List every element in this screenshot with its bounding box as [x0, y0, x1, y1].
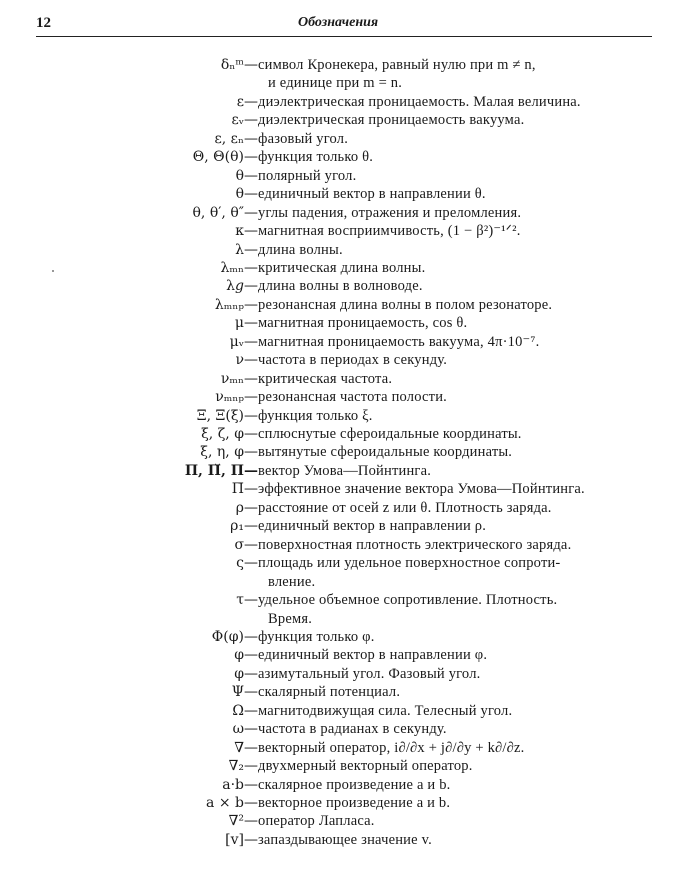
- notation-definition: диэлектрическая проницаемость вакуума.: [258, 112, 525, 129]
- notation-entry: [0, 184, 700, 204]
- notation-entry: [0, 535, 700, 555]
- notation-symbol: δₙᵐ—: [220, 57, 258, 73]
- notation-entry: [0, 682, 700, 702]
- notation-definition: функция только φ.: [258, 628, 375, 645]
- running-title: Обозначения: [298, 15, 379, 30]
- notation-symbol: σ—: [234, 536, 258, 553]
- notation-symbol: λ—: [235, 241, 258, 258]
- notation-symbol: νₘₙ—: [220, 370, 258, 387]
- notation-symbol: μ—: [234, 315, 258, 332]
- notation-entry: [0, 461, 700, 481]
- notation-definition: критическая длина волны.: [258, 259, 426, 276]
- notation-entry: [0, 627, 700, 647]
- notation-definition: вытянутые сфероидальные координаты.: [258, 444, 513, 461]
- notation-symbol: ε, εₙ—: [214, 130, 258, 147]
- notation-entry: [0, 406, 700, 426]
- notation-definition: оператор Лапласа.: [258, 813, 375, 830]
- notation-symbol: Θ, Θ(θ)—: [192, 149, 258, 166]
- notation-definition: длина волны в волноводе.: [258, 278, 423, 295]
- notation-definition: вектор Умова—Пойнтинга.: [258, 462, 432, 479]
- notation-symbol: Φ(φ)—: [211, 628, 258, 645]
- notation-symbol: a × b—: [206, 795, 258, 811]
- notation-entry: [0, 793, 700, 813]
- notation-definition: частота в периодах в секунду.: [258, 352, 448, 369]
- notation-definition: сплюснутые сфероидальные координаты.: [258, 426, 522, 442]
- notation-entry: [0, 240, 700, 260]
- notation-definition: двухмерный векторный оператор.: [258, 758, 473, 775]
- notation-entry: [0, 55, 700, 75]
- notation-definition: запаздывающее значение v.: [258, 831, 432, 848]
- notation-entry: [0, 110, 700, 130]
- notation-symbol: λₘₙ—: [220, 259, 258, 276]
- notation-entry: [0, 92, 700, 112]
- notation-entry: [0, 295, 700, 315]
- notation-entry: [0, 387, 700, 407]
- notation-symbol: κ—: [235, 223, 258, 240]
- notation-definition: векторное произведение a и b.: [258, 795, 451, 811]
- notation-entry: [0, 811, 700, 831]
- notation-definition: поверхностная плотность электрического заряда.: [258, 536, 572, 553]
- notation-continuation: Время.: [268, 610, 313, 627]
- notation-entry: [0, 719, 700, 739]
- notation-entry: [0, 221, 700, 241]
- notation-continuation: и единице при m = n.: [268, 75, 403, 92]
- notation-symbol: ς—: [236, 555, 258, 572]
- notation-definition: длина волны.: [258, 241, 343, 258]
- notation-symbol: ρ—: [235, 499, 258, 516]
- notation-entry: [0, 350, 700, 370]
- notation-symbol: a·b—: [222, 776, 258, 793]
- notation-symbol: λₘₙₚ—: [214, 296, 258, 313]
- notation-definition: магнитная проницаемость вакуума, 4π·10⁻⁷.: [258, 333, 540, 350]
- notation-definition: углы падения, отражения и преломления.: [258, 204, 522, 221]
- notation-symbol: ρ₁—: [230, 518, 258, 535]
- notation-symbol: Π, Π̆, Π—: [184, 462, 258, 479]
- notation-entry: [0, 313, 700, 333]
- notation-entry: [0, 756, 700, 776]
- notation-symbol: ∇₂—: [228, 758, 258, 775]
- notation-entry: [0, 369, 700, 389]
- notation-entry: [0, 203, 700, 223]
- notation-symbol: φ—: [234, 647, 258, 664]
- notation-definition: функция только ξ.: [258, 407, 373, 424]
- notation-entry: [0, 479, 700, 499]
- notation-symbol: Ω—: [232, 702, 258, 719]
- notation-symbol: εᵥ—: [231, 112, 258, 129]
- notation-entry: [0, 516, 700, 536]
- notation-symbol: θ—: [235, 167, 258, 184]
- notation-symbol: ξ, η, φ—: [200, 444, 258, 461]
- notation-symbol: τ—: [236, 592, 258, 609]
- notation-definition: резонансная длина волны в полом резонаторе.: [258, 296, 553, 313]
- notation-entry: [0, 553, 700, 573]
- notation-definition: магнитная проницаемость, cos θ.: [258, 315, 468, 332]
- notation-definition: фазовый угол.: [258, 130, 349, 147]
- notation-definition: частота в радианах в секунду.: [258, 721, 447, 738]
- notation-symbol: ξ, ζ, φ—: [201, 426, 258, 442]
- notation-definition: резонансная частота полости.: [258, 389, 448, 406]
- notation-definition: магнитодвижущая сила. Телесный угол.: [258, 702, 513, 719]
- notation-entry: [0, 738, 700, 758]
- notation-entry: [0, 645, 700, 665]
- notation-definition: магнитная восприимчивость, (1 − β²)⁻¹ᐟ².: [258, 223, 521, 240]
- notation-entry: [0, 830, 700, 850]
- notation-symbol: ε—: [236, 93, 258, 110]
- notation-definition: азимутальный угол. Фазовый угол.: [258, 665, 481, 682]
- notation-definition: критическая частота.: [258, 370, 393, 387]
- page-header: [36, 12, 652, 37]
- notation-symbol: [v]—: [225, 831, 258, 848]
- notation-definition: векторный оператор, i∂/∂x + j∂/∂y + k∂/∂z.: [258, 739, 525, 756]
- notation-definition: площадь или удельное поверхностное сопроти-: [258, 555, 561, 572]
- notation-entry: [0, 701, 700, 721]
- notation-symbol: Π̄—: [231, 481, 258, 498]
- notation-symbol: μᵥ—: [229, 333, 258, 350]
- notation-entry: [0, 424, 700, 444]
- notation-symbol: ω—: [232, 721, 258, 738]
- notation-definition: скалярное произведение a и b.: [258, 776, 451, 793]
- notation-symbol: ∇—: [234, 739, 258, 756]
- notation-symbol: ν—: [235, 352, 258, 369]
- notation-symbol: ∇²—: [228, 813, 258, 830]
- notation-entry: [0, 129, 700, 149]
- notation-entry: [0, 442, 700, 462]
- notation-definition: расстояние от осей z или θ. Плотность заряда.: [258, 499, 552, 516]
- notation-definition: единичный вектор в направлении θ.: [258, 186, 486, 203]
- notation-symbol: νₘₙₚ—: [215, 389, 258, 406]
- notation-entry: [0, 664, 700, 684]
- notation-entry: [0, 590, 700, 610]
- notation-symbol: λ𝑔—: [226, 278, 258, 295]
- notation-symbol: Ψ—: [231, 684, 258, 701]
- page-number: 12: [36, 15, 51, 31]
- notation-continuation: вление.: [268, 573, 316, 590]
- notation-definition: символ Кронекера, равный нулю при m ≠ n,: [258, 57, 536, 73]
- notation-definition: полярный угол.: [258, 167, 357, 184]
- notation-symbol: φ—: [234, 665, 258, 682]
- notation-symbol: θ, θ′, θ″—: [192, 204, 258, 221]
- notation-entry: [0, 147, 700, 167]
- notation-definition: удельное объемное сопротивление. Плотность.: [258, 592, 558, 609]
- notation-entry: [0, 498, 700, 518]
- notation-definition: единичный вектор в направлении ρ.: [258, 518, 487, 535]
- notation-entry: [0, 332, 700, 352]
- notation-definition: диэлектрическая проницаемость. Малая величина.: [258, 93, 581, 110]
- notation-definition: единичный вектор в направлении φ.: [258, 647, 488, 664]
- notation-definition: скалярный потенциал.: [258, 684, 401, 701]
- notation-entry: [0, 258, 700, 278]
- notation-symbol: θ—: [235, 186, 258, 203]
- notation-definition: функция только θ.: [258, 149, 374, 166]
- notation-entry: [0, 276, 700, 296]
- notation-definition: эффективное значение вектора Умова—Пойнтинга.: [258, 481, 585, 498]
- notation-entry: [0, 166, 700, 186]
- notation-entry: [0, 775, 700, 795]
- notation-symbol: Ξ, Ξ(ξ)—: [196, 407, 258, 424]
